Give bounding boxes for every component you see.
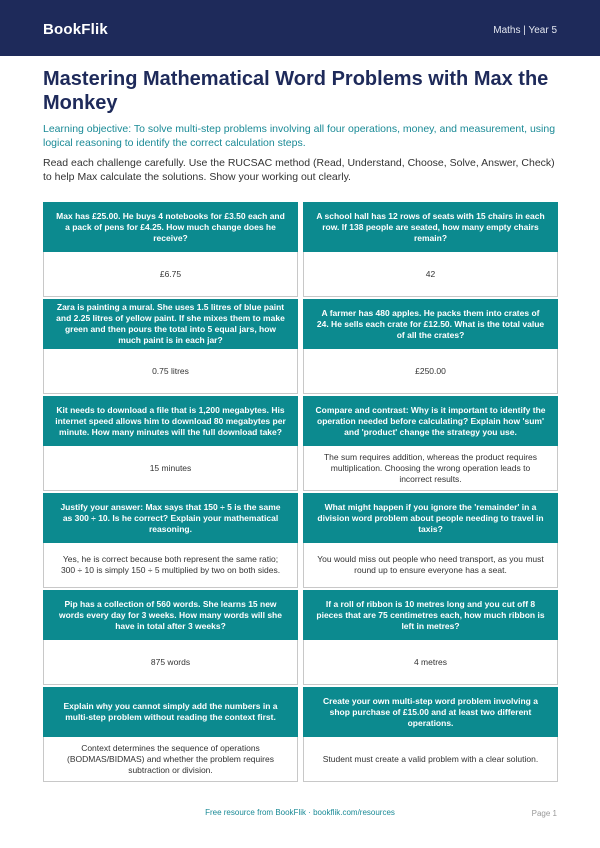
- question-text: Kit needs to download a file that is 1,200 megabytes. His internet speed allows him to download 80 megabytes per minute. How many minutes will the full download take?: [43, 396, 298, 446]
- question-text: A school hall has 12 rows of seats with 15 chairs in each row. If 138 people are seated, how many empty chairs remain?: [303, 202, 558, 252]
- answer-text: 4 metres: [303, 640, 558, 685]
- question-card: [43, 299, 298, 394]
- question-text: Justify your answer: Max says that 150 ÷ 5 is the same as 300 ÷ 10. Is he correct? Explain your mathematical reasoning.: [43, 493, 298, 543]
- card-row: [43, 590, 558, 685]
- question-card: [303, 299, 558, 394]
- page-number: Page 1: [531, 809, 557, 818]
- answer-text: £6.75: [43, 252, 298, 297]
- card-row: [43, 396, 558, 491]
- question-text: What might happen if you ignore the 'remainder' in a division word problem about people needing to travel in taxis?: [303, 493, 558, 543]
- question-card: [43, 687, 298, 782]
- answer-text: 875 words: [43, 640, 298, 685]
- card-row: [43, 687, 558, 782]
- answer-text: Student must create a valid problem with a clear solution.: [303, 737, 558, 782]
- question-card: [303, 396, 558, 491]
- brand-logo-text[interactable]: BookFlik: [43, 21, 108, 38]
- question-card: [303, 493, 558, 588]
- question-card: [303, 687, 558, 782]
- card-row: [43, 493, 558, 588]
- top-banner: [0, 0, 600, 56]
- answer-text: £250.00: [303, 349, 558, 394]
- question-text: A farmer has 480 apples. He packs them into crates of 24. He sells each crate for £12.50. What is the total value of all the crates?: [303, 299, 558, 349]
- question-text: Max has £25.00. He buys 4 notebooks for £3.50 each and a pack of pens for £4.25. How much change does he receive?: [43, 202, 298, 252]
- footer-link[interactable]: Free resource from BookFlik · bookflik.com/resources: [205, 808, 395, 817]
- answer-text: 15 minutes: [43, 446, 298, 491]
- question-text: Compare and contrast: Why is it important to identify the operation needed before calculating? Explain how 'sum' and 'product' change the strategy you use.: [303, 396, 558, 446]
- answer-text: 42: [303, 252, 558, 297]
- question-card: [43, 590, 298, 685]
- question-card: [43, 396, 298, 491]
- instructions: Read each challenge carefully. Use the RUCSAC method (Read, Understand, Choose, Solve, Answer, Check) to help Max calculate the solutions. Show your working out clearly.: [43, 157, 555, 183]
- card-row: [43, 299, 558, 394]
- question-text: Create your own multi-step word problem involving a shop purchase of £15.00 and at least two different operations.: [303, 687, 558, 737]
- question-text: Pip has a collection of 560 words. She learns 15 new words every day for 3 weeks. How many words will she have in total after 3 weeks?: [43, 590, 298, 640]
- question-text: Zara is painting a mural. She uses 1.5 litres of blue paint and 2.25 litres of yellow paint. If she mixes them to make green and then pours the total into 5 equal jars, how much paint is in each jar?: [43, 299, 298, 349]
- learning-objective: Learning objective: To solve multi-step problems involving all four operations, money, and measurement, using logical reasoning to identify the correct calculation steps.: [43, 123, 556, 149]
- answer-text: The sum requires addition, whereas the product requires multiplication. Choosing the wrong operation leads to incorrect results.: [303, 446, 558, 491]
- answer-text: Yes, he is correct because both represent the same ratio; 300 ÷ 10 is simply 150 ÷ 5 multiplied by two on both sides.: [43, 543, 298, 588]
- question-card: [303, 202, 558, 297]
- question-card: [43, 493, 298, 588]
- question-card: [43, 202, 298, 297]
- answer-text: You would miss out people who need transport, as you must round up to ensure everyone has a seat.: [303, 543, 558, 588]
- page-title: Mastering Mathematical Word Problems with Max the Monkey: [43, 68, 549, 114]
- answer-text: Context determines the sequence of operations (BODMAS/BIDMAS) and whether the problem requires subtraction or division.: [43, 737, 298, 782]
- question-text: If a roll of ribbon is 10 metres long and you cut off 8 pieces that are 75 centimetres each, how much ribbon is left in metres?: [303, 590, 558, 640]
- card-row: [43, 202, 558, 297]
- subject-label: Maths | Year 5: [493, 25, 557, 36]
- question-grid: [43, 202, 558, 784]
- question-card: [303, 590, 558, 685]
- question-text: Explain why you cannot simply add the numbers in a multi-step problem without reading the context first.: [43, 687, 298, 737]
- answer-text: 0.75 litres: [43, 349, 298, 394]
